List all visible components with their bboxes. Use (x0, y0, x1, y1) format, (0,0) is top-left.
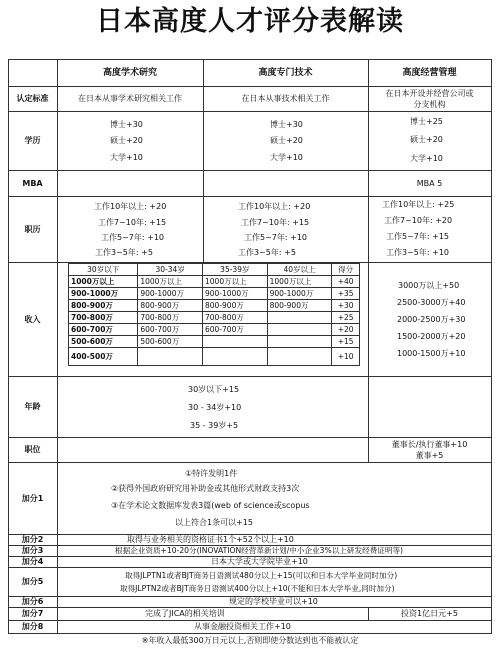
education-management-item: 博士+25 (410, 117, 443, 126)
career-academic-item: 工作3~5年: +5 (95, 248, 153, 257)
career-academic-item: 工作10年以上: +20 (94, 202, 167, 211)
table-cell: 500-600万 (69, 336, 138, 348)
table-cell: 800-900万 (203, 300, 268, 312)
income-table (68, 263, 360, 366)
table-row (69, 288, 360, 300)
certification-technical: 在日本从事技术相关工作 (241, 94, 330, 103)
table-cell (267, 312, 332, 324)
mba-management: MBA 5 (416, 179, 443, 188)
score-cell: +10 (332, 348, 360, 366)
table-cell: 1000万以上 (138, 276, 203, 288)
bonus5-text: 取得JLPTN1或者BJT商务日语测试480分以上+15(可以和日本大学毕业同时加分) (125, 571, 398, 580)
career-technical-item: 工作7~10年: +15 (241, 218, 310, 227)
page-title: 日本高度人才评分表解读 (96, 6, 404, 37)
position-management-item: 董事长/执行董事+10 (391, 440, 468, 449)
income-header-cell: 30-34岁 (138, 264, 203, 276)
bonus1-item: ③在学术论文数据库发表3篇(web of science或scopus (111, 501, 310, 510)
table-cell (267, 348, 332, 366)
score-cell: +15 (332, 336, 360, 348)
certification-management-line: 在日本开设并经营公司或 (385, 89, 474, 98)
bonus4-text: 日本大学或大学院毕业+10 (211, 557, 308, 566)
row-label-bonus3: 加分3 (21, 546, 44, 555)
table-cell (267, 324, 332, 336)
row-label-bonus2: 加分2 (21, 535, 44, 544)
career-academic-item: 工作5~7年: +10 (101, 233, 165, 242)
table-row (69, 324, 360, 336)
row-label-bonus5: 加分5 (21, 577, 44, 586)
row-label-income: 收入 (24, 315, 41, 324)
bonus5-text: 取得JLPTN2或者BJT商务日语测试400分以上+10(不能和日本大学毕业,同时加分) (120, 584, 395, 593)
column-header-technical: 高度专门技术 (258, 68, 313, 78)
table-cell: 600-700万 (138, 324, 203, 336)
column-header-management: 高度经营管理 (402, 68, 457, 78)
row-label-bonus4: 加分4 (21, 557, 44, 566)
education-academic-item: 博士+30 (110, 120, 143, 129)
income-header-cell: 30岁以下 (69, 264, 138, 276)
income-management-item: 3000万以上+50 (398, 281, 460, 290)
table-cell: 700-800万 (138, 312, 203, 324)
education-technical-item: 硕士+20 (270, 136, 303, 145)
table-row (69, 348, 360, 366)
income-header-cell: 35-39岁 (203, 264, 268, 276)
education-academic-item: 大学+10 (110, 153, 143, 162)
table-row (69, 312, 360, 324)
career-academic-item: 工作7~10年: +15 (98, 218, 167, 227)
education-technical-item: 大学+10 (270, 153, 303, 162)
table-cell: 700-800万 (203, 312, 268, 324)
age-item: 30岁以下+15 (188, 385, 240, 394)
bonus7-text: 完成了JICA的相关培训 (145, 609, 225, 618)
score-cell: +25 (332, 312, 360, 324)
row-label-certification: 认定标准 (16, 94, 49, 103)
income-management-item: 1000-1500万+10 (397, 349, 466, 358)
bonus1-item: ②获得外国政府研究用补助金或其他形式财政支持3次 (111, 484, 300, 493)
score-cell: +40 (332, 276, 360, 288)
row-label-position: 职位 (24, 445, 41, 454)
certification-academic: 在日本从事学术研究相关工作 (78, 94, 182, 103)
career-management-item: 工作10年以上: +25 (382, 200, 455, 209)
education-technical-item: 博士+30 (270, 120, 303, 129)
table-row (69, 336, 360, 348)
bonus1-item: 以上符合1条可以+15 (175, 518, 253, 527)
income-header-cell: 40岁以上 (267, 264, 332, 276)
table-cell: 600-700万 (203, 324, 268, 336)
table-row (69, 276, 360, 288)
education-management-item: 大学+10 (410, 154, 443, 163)
position-management-item: 董事+5 (415, 451, 444, 460)
certification-management-line: 分支机构 (413, 100, 446, 109)
table-cell: 800-900万 (138, 300, 203, 312)
table-cell (267, 336, 332, 348)
table-cell: 900-1000万 (138, 288, 203, 300)
table-cell: 1000万以上 (267, 276, 332, 288)
row-label-bonus8: 加分8 (21, 622, 44, 631)
bonus3-text: 根据企业资质+10-20分(INOVATION经营革新计划/中小企业3%以上研发经费证明等) (115, 546, 404, 555)
career-technical-item: 工作3~5年: +5 (238, 248, 296, 257)
row-label-education: 学历 (24, 136, 41, 145)
table-cell (203, 336, 268, 348)
table-cell: 400-500万 (69, 348, 138, 366)
table-cell: 500-600万 (138, 336, 203, 348)
income-management-item: 1500-2000万+20 (397, 332, 466, 341)
career-technical-item: 工作10年以上: +20 (238, 202, 311, 211)
table-cell: 900-1000万 (203, 288, 268, 300)
career-management-item: 工作5~7年: +15 (386, 232, 450, 241)
income-management-item: 2000-2500万+30 (397, 315, 466, 324)
row-label-career: 职历 (24, 225, 41, 234)
table-cell: 800-900万 (267, 300, 332, 312)
table-cell: 1000万以上 (203, 276, 268, 288)
age-item: 35 - 39岁+5 (190, 421, 239, 430)
education-management-item: 硕士+20 (410, 135, 443, 144)
score-cell: +30 (332, 300, 360, 312)
table-cell: 600-700万 (69, 324, 138, 336)
bonus2-text: 取得与业务相关的资格证书1个+52个以上+10 (127, 535, 294, 544)
row-label-bonus6: 加分6 (21, 597, 44, 606)
table-cell: 800-900万 (69, 300, 138, 312)
table-cell: 900-1000万 (267, 288, 332, 300)
row-label-age: 年龄 (24, 402, 41, 411)
table-row (69, 300, 360, 312)
bonus8-text: 从事金融投资相关工作+10 (194, 622, 291, 631)
table-cell (203, 348, 268, 366)
table-cell: 1000万以上 (69, 276, 138, 288)
career-management-item: 工作7~10年: +20 (384, 216, 453, 225)
career-management-item: 工作3~5年: +10 (386, 248, 450, 257)
table-cell (138, 348, 203, 366)
income-header-row (69, 264, 360, 276)
score-cell: +20 (332, 324, 360, 336)
bonus1-item: ①特许发明1件 (185, 469, 238, 478)
income-header-cell: 得分 (332, 264, 360, 276)
bonus6-text: 规定的学校毕业可以+10 (229, 597, 318, 606)
row-label-bonus7: 加分7 (21, 609, 44, 618)
row-label-bonus1: 加分1 (21, 494, 44, 503)
age-item: 30 - 34岁+10 (188, 403, 242, 412)
education-academic-item: 硕士+20 (110, 136, 143, 145)
column-header-academic: 高度学术研究 (102, 68, 157, 78)
bonus7-management: 投资1亿日元+5 (401, 609, 458, 618)
row-label-mba: MBA (22, 179, 43, 188)
table-cell: 900-1000万 (69, 288, 138, 300)
footnote: ※年收入最低300万日元以上,否则即使分数达到也不能被认定 (141, 636, 359, 645)
table-cell: 700-800万 (69, 312, 138, 324)
income-management-item: 2500-3000万+40 (397, 298, 466, 307)
career-technical-item: 工作5~7年: +10 (244, 233, 308, 242)
score-cell: +35 (332, 288, 360, 300)
